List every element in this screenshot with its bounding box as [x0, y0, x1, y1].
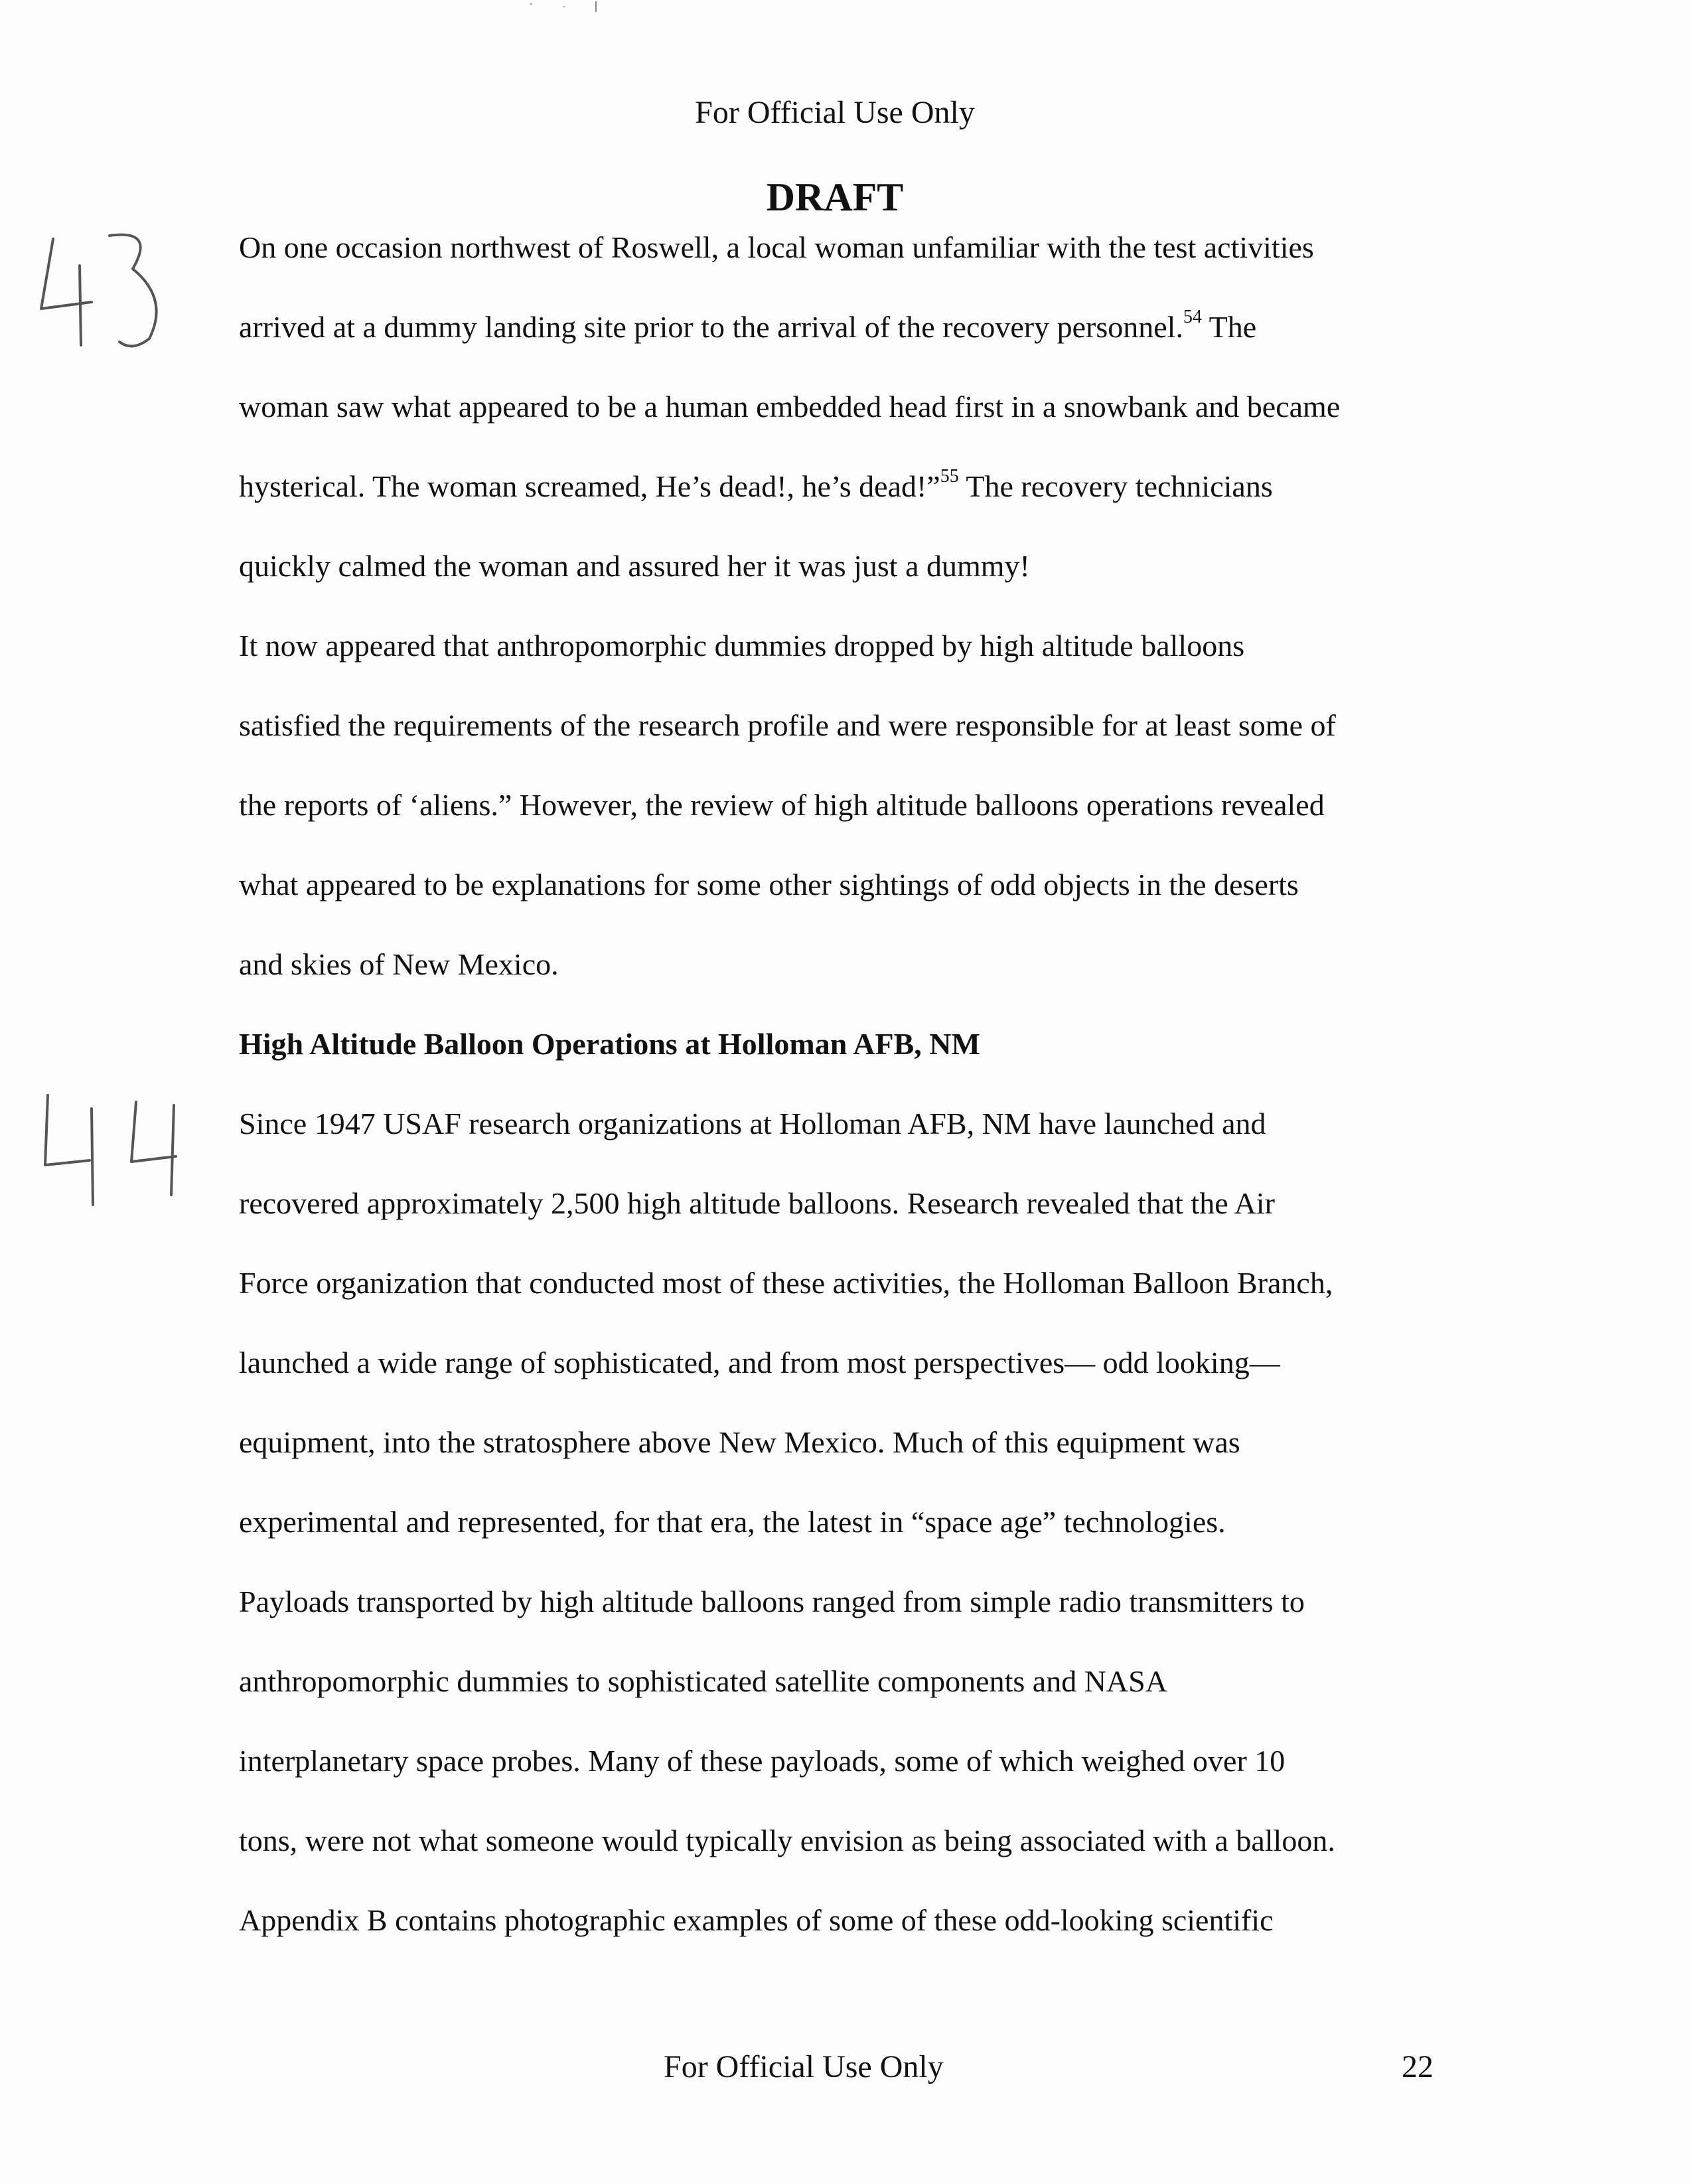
header-classification: For Official Use Only	[695, 95, 975, 130]
scan-specks	[518, 0, 611, 13]
section-line-1: Since 1947 USAF research organizations at Holloman AFB, NM have launched and	[239, 1107, 1266, 1140]
paragraph-1-line-5: quickly calmed the woman and assured her it was just a dummy!	[239, 549, 1030, 583]
section-heading: High Altitude Balloon Operations at Holloman AFB, NM	[239, 1027, 980, 1061]
paragraph-1-line-2	[239, 307, 1256, 347]
paragraph-1-line-4	[239, 467, 1273, 507]
paragraph-1-line-3: woman saw what appeared to be a human embedded head first in a snowbank and became	[239, 390, 1341, 424]
paragraph-2-line-3: the reports of ‘aliens.” However, the review of high altitude balloons operations revealed	[239, 788, 1325, 822]
draft-label: DRAFT	[766, 175, 904, 219]
footnote-ref-54: 54	[1183, 306, 1202, 327]
section-line-8: anthropomorphic dummies to sophisticated satellite components and NASA	[239, 1664, 1167, 1698]
section-line-2: recovered approximately 2,500 high altitude balloons. Research revealed that the Air	[239, 1186, 1275, 1220]
section-line-6: experimental and represented, for that era, the latest in “space age” technologies.	[239, 1505, 1226, 1539]
handwritten-44-mark	[33, 1089, 186, 1215]
section-line-9: interplanetary space probes. Many of these payloads, some of which weighed over 10	[239, 1744, 1286, 1778]
paragraph-1-line-4-text: hysterical. The woman screamed, He’s dead!, he’s dead!”	[239, 469, 940, 503]
section-line-7: Payloads transported by high altitude balloons ranged from simple radio transmitters to	[239, 1585, 1305, 1618]
paragraph-1-line-1: On one occasion northwest of Roswell, a local woman unfamiliar with the test activities	[239, 230, 1314, 264]
paragraph-2-line-4: what appeared to be explanations for some other sightings of odd objects in the deserts	[239, 868, 1299, 901]
section-line-4: launched a wide range of sophisticated, and from most perspectives— odd looking—	[239, 1346, 1280, 1379]
paragraph-2-line-5: and skies of New Mexico.	[239, 947, 559, 981]
footer-classification: For Official Use Only	[664, 2049, 944, 2084]
section-line-3: Force organization that conducted most of these activities, the Holloman Balloon Branch,	[239, 1266, 1333, 1300]
footnote-ref-55: 55	[940, 465, 959, 487]
handwritten-43-mark	[33, 226, 166, 358]
paragraph-2-line-2: satisfied the requirements of the research profile and were responsible for at least some of	[239, 708, 1336, 742]
paragraph-1-line-4-tail: The recovery technicians	[958, 469, 1273, 503]
section-line-10: tons, were not what someone would typically envision as being associated with a balloon.	[239, 1824, 1335, 1857]
section-line-11: Appendix B contains photographic examples of some of these odd-looking scientific	[239, 1903, 1274, 1937]
paragraph-1-line-2-text: arrived at a dummy landing site prior to the arrival of the recovery personnel.	[239, 310, 1183, 344]
page-number: 22	[1402, 2049, 1434, 2084]
section-line-5: equipment, into the stratosphere above New Mexico. Much of this equipment was	[239, 1425, 1240, 1459]
paragraph-2-line-1: It now appeared that anthropomorphic dummies dropped by high altitude balloons	[239, 629, 1245, 663]
paragraph-1-line-2-tail: The	[1201, 310, 1257, 344]
